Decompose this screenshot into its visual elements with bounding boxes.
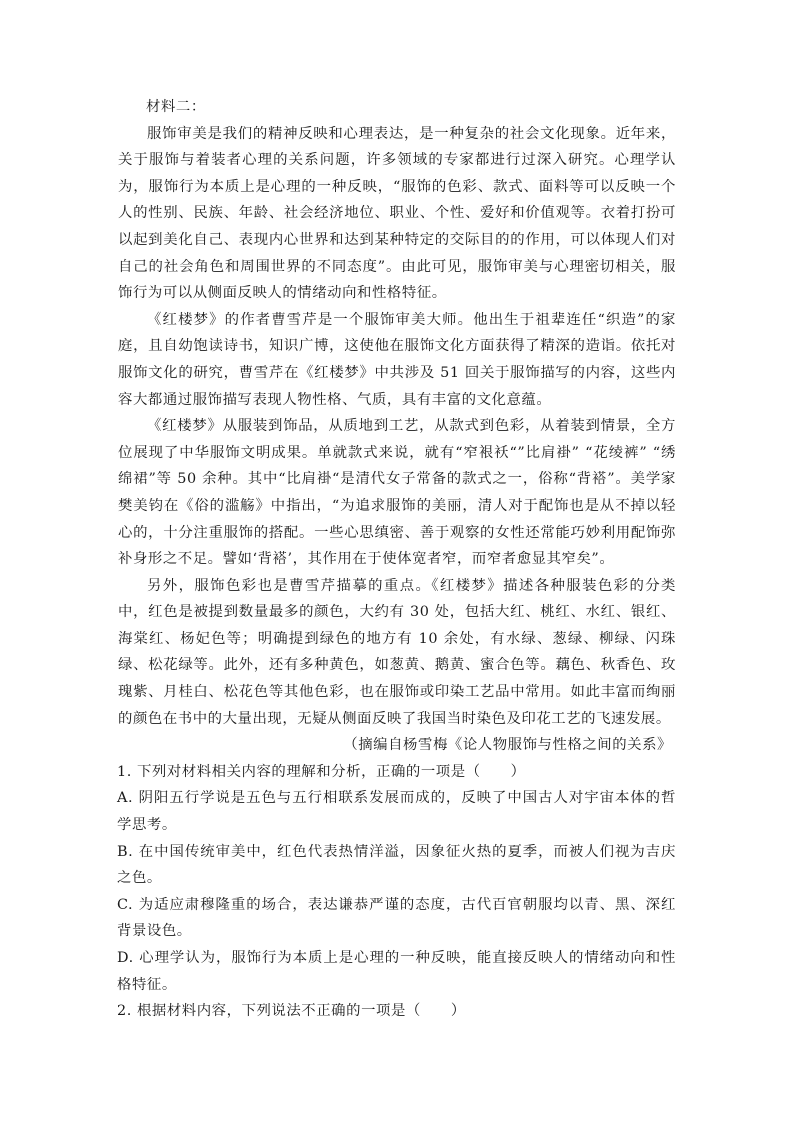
paragraph-2: 《红楼梦》的作者曹雪芹是一个服饰审美大师。他出生于祖辈连任“织造”的家庭，且自幼饱读诗书，知识广博，这使他在服饰文化方面获得了精深的造诣。依托对服饰文化的研究，曹雪芹在《红楼梦》中共涉及 51 回关于服饰描写的内容，这些内容大都通过服饰描写表现人物性格、气质，具有丰富的文化意蕴。 (118, 311, 676, 408)
document-page (118, 94, 676, 1025)
question-2-stem (117, 998, 676, 1025)
question-1-text: 1. 下列对材料相关内容的理解和分析，正确的一项是（ (117, 763, 481, 780)
question-1-option-c: C. 为适应肃穆隆重的场合，表达谦恭严谨的态度，古代百官朝服均以青、黑、深红背景设色。 (117, 896, 676, 940)
paragraph-3: 《红楼梦》从服装到饰品，从质地到工艺，从款式到色彩，从着装到情景，全方位展现了中华服饰文明成果。单就款式来说，就有“窄裉袄“”比肩褂” “花绫裤” “绣绵裙”等 50 余种。其中“比肩褂“是清代女子常备的款式之一，俗称“背褡”。美学家樊美钧在《俗的滥觞》中指出，“为追求服饰的美丽，清人对于配饰也是从不掉以轻心的，十分注重服饰的搭配。一些心思缜密、善于观察的女性还常能巧妙利用配饰弥补身形之不足。譬如‘背褡’，其作用在于使体宽者窄，而窄者愈显其窄矣”。 (118, 418, 676, 568)
question-1-option-d: D. 心理学认为，服饰行为本质上是心理的一种反映，能直接反映人的情绪动向和性格特征。 (117, 950, 676, 993)
question-2-close: ） (450, 1003, 466, 1020)
question-1-close: ） (510, 763, 526, 780)
paragraph-4: 另外，服饰色彩也是曹雪芹描摹的重点。《红楼梦》描述各种服装色彩的分类中，红色是被提到数量最多的颜色，大约有 30 处，包括大红、桃红、水红、银红、海棠红、杨妃色等；明确提到绿色的地方有 10 余处，有水绿、葱绿、柳绿、闪珠绿、松花绿等。此外，还有多种黄色，如葱黄、鹅黄、蜜合色等。藕色、秋香色、玫瑰紫、月桂白、松花色等其他色彩，也在服饰或印染工艺品中常用。如此丰富而绚丽的颜色在书中的大量出现，无疑从侧面反映了我国当时染色及印花工艺的飞速发展。 (118, 577, 676, 727)
question-1-option-a: A. 阴阳五行学说是五色与五行相联系发展而成的，反映了中国古人对宇宙本体的哲学思考。 (117, 790, 676, 834)
question-2-text: 2. 根据材料内容，下列说法不正确的一项是（ (117, 1003, 421, 1020)
section-heading: 材料二： (146, 99, 206, 115)
source-citation: （摘编自杨雪梅《论人物服饰与性格之间的关系》 (343, 737, 672, 754)
question-1-option-b: B. 在中国传统审美中，红色代表热情洋溢，因象征火热的夏季，而被人们视为吉庆之色。 (117, 843, 676, 887)
paragraph-1: 服饰审美是我们的精神反映和心理表达，是一种复杂的社会文化现象。近年来，关于服饰与着装者心理的关系问题，许多领域的专家都进行过深入研究。心理学认为，服饰行为本质上是心理的一种反映，“服饰的色彩、款式、面料等可以反映一个人的性别、民族、年龄、社会经济地位、职业、个性、爱好和价值观等。衣着打扮可以起到美化自己、表现内心世界和达到某种特定的交际目的的作用，可以体现人们对自己的社会角色和周围世界的不同态度”。由此可见，服饰审美与心理密切相关，服饰行为可以从侧面反映人的情绪动向和性格特征。 (118, 125, 676, 302)
question-1-stem (117, 759, 676, 786)
